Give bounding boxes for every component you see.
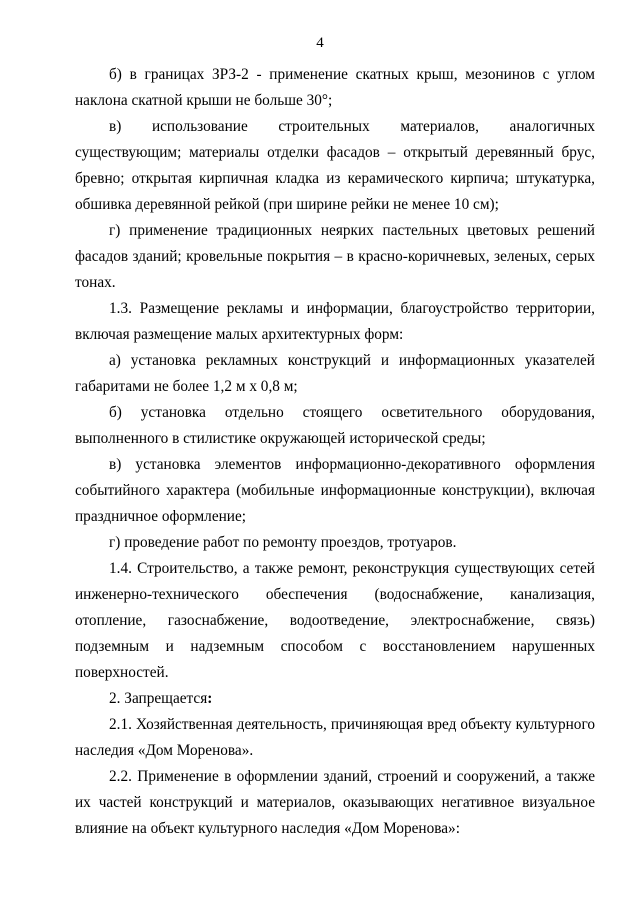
paragraph-b-zrz2: б) в границах ЗРЗ-2 - применение скатных крыш, мезонинов с углом наклона скатной крыши не больше 30°; [75, 66, 595, 109]
paragraph-1-4-networks: 1.4. Строительство, а также ремонт, реконструкция существующих сетей инженерно-технического обеспечения (водоснабжение, канализация, отопление, газоснабжение, водоотведение, электроснабжение, связь) подземным и надземным способом с восстановлением нарушенных поверхностей. [75, 560, 595, 681]
paragraph-2-2-design: 2.2. Применение в оформлении зданий, строений и сооружений, а также их частей конструкций и материалов, оказывающих негативное визуальное влияние на объект культурного наследия «Дом Моренова»: [75, 768, 595, 837]
paragraph-v-materials: в) использование строительных материалов, аналогичных существующим; материалы отделки фасадов – открытый деревянный брус, бревно; открытая кирпичная кладка из керамического кирпича; штукатурка, обшивка деревянной рейкой (при ширине рейки не менее 10 см); [75, 118, 595, 213]
paragraph-2-1-economic: 2.1. Хозяйственная деятельность, причиняющая вред объекту культурного наследия «Дом Моренова». [75, 716, 595, 759]
paragraph-2-prohibited-text: 2. Запрещается: [109, 690, 213, 707]
paragraph-g-roads: г) проведение работ по ремонту проездов, тротуаров. [109, 534, 457, 551]
document-body [75, 62, 595, 842]
page-number: 4 [316, 35, 324, 51]
prohibited-colon: : [207, 690, 213, 707]
paragraph-1-3-advertising: 1.3. Размещение рекламы и информации, благоустройство территории, включая размещение малых архитектурных форм: [75, 300, 595, 343]
paragraph-b-lighting: б) установка отдельно стоящего осветительного оборудования, выполненного в стилистике окружающей исторической среды; [75, 404, 595, 447]
paragraph-g-colors: г) применение традиционных неярких пастельных цветовых решений фасадов зданий; кровельные покрытия – в красно-коричневых, зеленых, серых тонах. [75, 222, 595, 291]
paragraph-v-decor: в) установка элементов информационно-декоративного оформления событийного характера (мобильные информационные конструкции), включая праздничное оформление; [75, 456, 595, 525]
paragraph-2-prohibited [75, 686, 595, 712]
paragraph-a-ad-structures: а) установка рекламных конструкций и информационных указателей габаритами не более 1,2 м х 0,8 м; [75, 352, 595, 395]
